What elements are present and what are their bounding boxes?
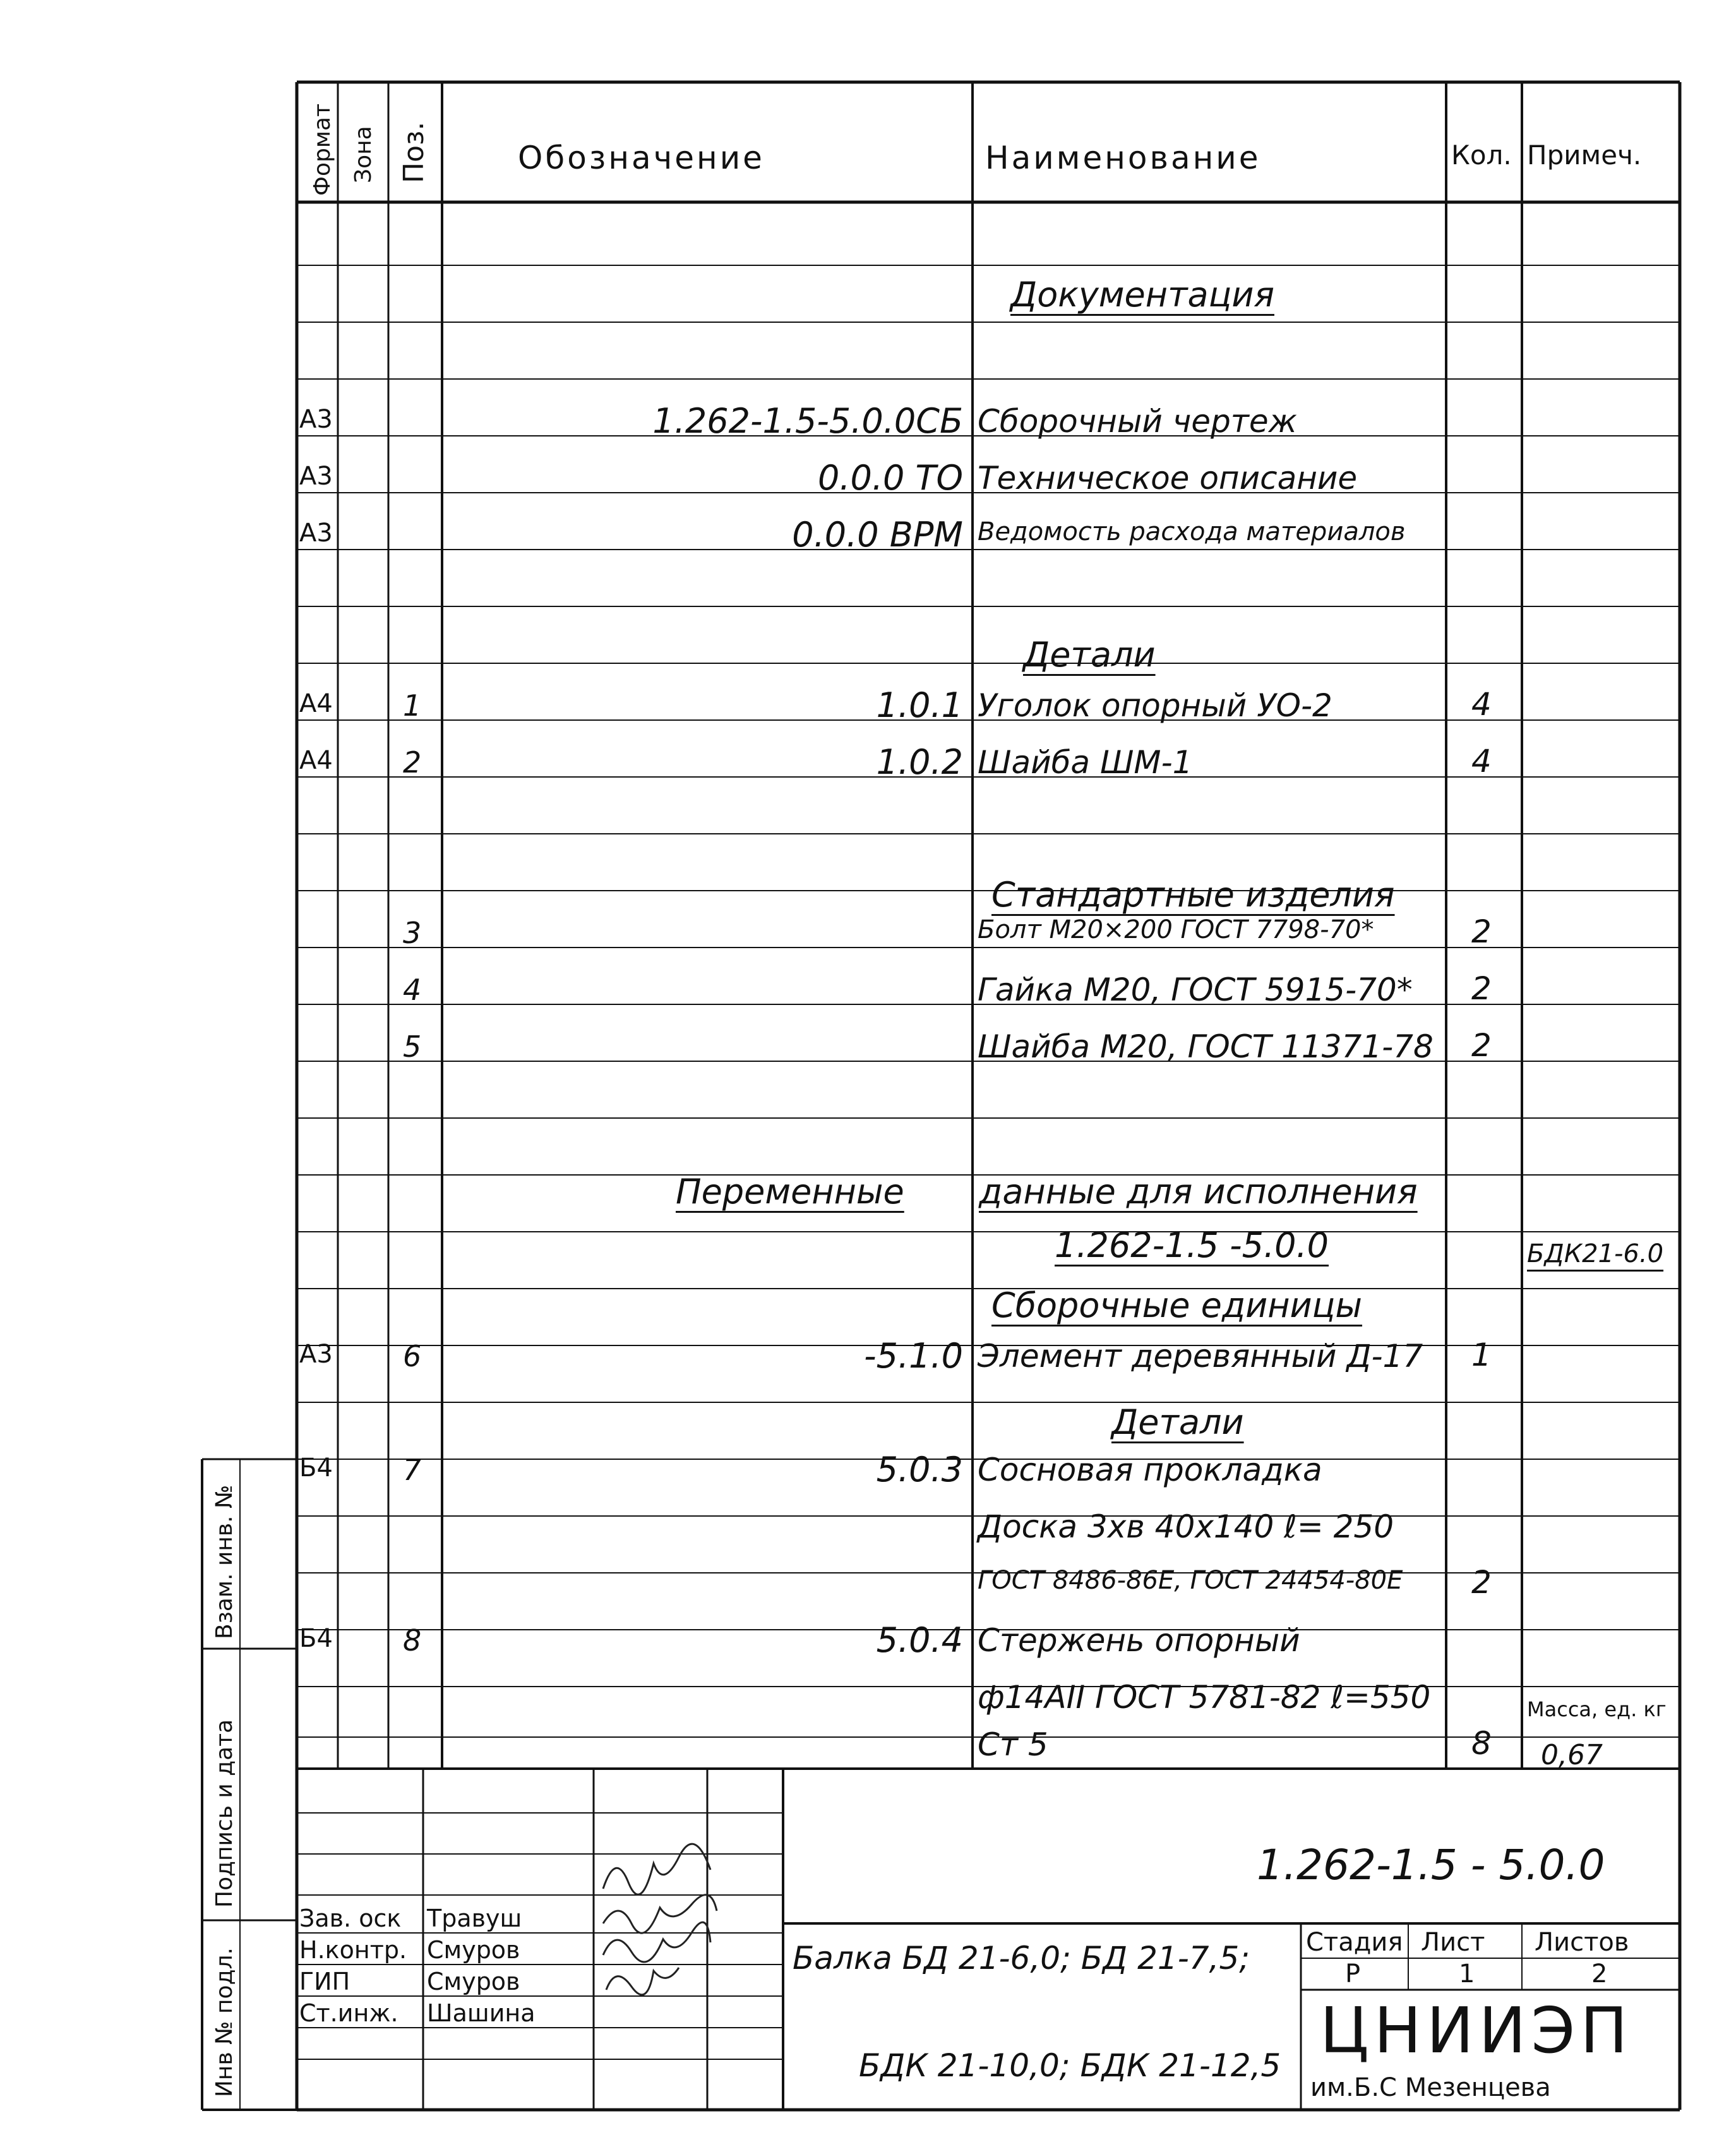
mass-label: Масса, ед. кг [1527, 1697, 1667, 1721]
row-qty: 2 [1471, 913, 1492, 950]
row-code: 0.0.0 ВРМ [792, 515, 963, 555]
row-name: ГОСТ 8486-86Е, ГОСТ 24454-80Е [978, 1566, 1403, 1595]
row-pos: 6 [403, 1339, 422, 1373]
row-code: 5.0.4 [876, 1620, 963, 1660]
row-pos: 1 [403, 689, 422, 723]
header-format: Формат [309, 103, 335, 196]
section-standard: Стандартные изделия [991, 875, 1395, 915]
variant-note: БДК21-6.0 [1527, 1239, 1664, 1268]
row-qty: 2 [1471, 1027, 1492, 1064]
row-code: 5.0.3 [876, 1450, 963, 1489]
row-name: Ст 5 [978, 1726, 1048, 1763]
row-code: -5.1.0 [864, 1336, 963, 1376]
row-format: А4 [299, 689, 333, 718]
row-qty: 8 [1471, 1725, 1492, 1762]
row-qty: 2 [1471, 1564, 1492, 1601]
section-variable-left: Переменные [676, 1172, 904, 1212]
row-code: 1.0.2 [876, 742, 963, 782]
org-name: ЦНИИЭП [1320, 1994, 1633, 2067]
row-name: Элемент деревянный Д-17 [978, 1338, 1423, 1375]
sheet-label: Лист [1421, 1928, 1485, 1957]
header-zone: Зона [350, 126, 376, 183]
sheet-value: 1 [1459, 1959, 1475, 1989]
row-format: А3 [299, 519, 333, 548]
doc-code: 1.262-1.5 - 5.0.0 [1257, 1841, 1605, 1889]
person-name: Шашина [427, 1999, 536, 2027]
stage-value: Р [1345, 1959, 1361, 1989]
row-name: Техническое описание [978, 460, 1358, 496]
title-line-2: БДК 21-10,0; БДК 21-12,5 [859, 2047, 1281, 2084]
row-pos: 2 [403, 745, 422, 779]
section-assembly-units: Сборочные единицы [991, 1285, 1363, 1325]
row-pos: 4 [403, 973, 422, 1007]
row-code: 1.262-1.5-5.0.0СБ [652, 401, 963, 441]
row-name: Шайба М20, ГОСТ 11371-78 [978, 1028, 1434, 1065]
row-name: Ведомость расхода материалов [978, 517, 1406, 546]
row-pos: 3 [403, 916, 422, 950]
row-name: ф14АII ГОСТ 5781-82 ℓ=550 [978, 1679, 1431, 1716]
row-format: А3 [299, 1340, 333, 1369]
row-format: Б4 [299, 1624, 333, 1653]
header-qty: Кол. [1451, 140, 1512, 171]
title-line-1: Балка БД 21-6,0; БД 21-7,5; [793, 1940, 1250, 1977]
section-details-2: Детали [1111, 1402, 1244, 1442]
row-qty: 4 [1471, 686, 1492, 723]
mass-value: 0,67 [1541, 1739, 1603, 1771]
row-pos: 8 [403, 1623, 422, 1658]
header-designation: Обозначение [518, 140, 765, 176]
row-name: Болт М20×200 ГОСТ 7798-70* [978, 915, 1374, 944]
side-sign-date: Подпись и дата [212, 1719, 237, 1908]
person-role: ГИП [299, 1968, 350, 1995]
row-name: Уголок опорный УО-2 [978, 687, 1332, 724]
row-name: Доска 3хв 40х140 ℓ= 250 [978, 1508, 1394, 1545]
section-documentation: Документация [1010, 275, 1274, 315]
row-name: Гайка М20, ГОСТ 5915-70* [978, 972, 1413, 1008]
person-name: Смуров [427, 1936, 520, 1964]
side-inv-orig: Инв № подл. [212, 1947, 237, 2097]
section-variable-right: данные для исполнения [979, 1172, 1418, 1212]
header-note: Примеч. [1527, 140, 1642, 171]
row-code: 0.0.0 ТО [817, 458, 963, 498]
row-code: 1.0.1 [876, 685, 963, 725]
header-name: Наименование [985, 140, 1261, 176]
person-role: Ст.инж. [299, 1999, 398, 2027]
sheets-value: 2 [1591, 1959, 1608, 1989]
row-pos: 5 [403, 1030, 422, 1064]
row-name: Стержень опорный [978, 1622, 1300, 1659]
stage-label: Стадия [1306, 1928, 1403, 1957]
row-qty: 1 [1471, 1337, 1492, 1373]
sheets-label: Листов [1535, 1928, 1629, 1957]
row-name: Сборочный чертеж [978, 403, 1297, 440]
row-format: А4 [299, 746, 333, 775]
person-name: Травуш [427, 1904, 522, 1932]
row-format: А3 [299, 405, 333, 434]
row-qty: 4 [1471, 743, 1492, 779]
variant-code: 1.262-1.5 -5.0.0 [1055, 1225, 1329, 1265]
person-role: Н.контр. [299, 1936, 407, 1964]
row-name: Шайба ШМ-1 [978, 744, 1193, 781]
org-sub: им.Б.С Мезенцева [1310, 2073, 1551, 2102]
row-qty: 2 [1471, 970, 1492, 1007]
row-name: Сосновая прокладка [978, 1452, 1322, 1488]
header-pos: Поз. [398, 121, 430, 183]
side-inv-replace: Взам. инв. № [212, 1484, 237, 1639]
signature-marks [603, 1844, 717, 1995]
person-role: Зав. оск [299, 1904, 402, 1932]
row-format: Б4 [299, 1453, 333, 1483]
person-name: Смуров [427, 1968, 520, 1995]
section-details: Детали [1023, 635, 1156, 675]
row-pos: 7 [403, 1453, 422, 1487]
row-format: А3 [299, 462, 333, 491]
